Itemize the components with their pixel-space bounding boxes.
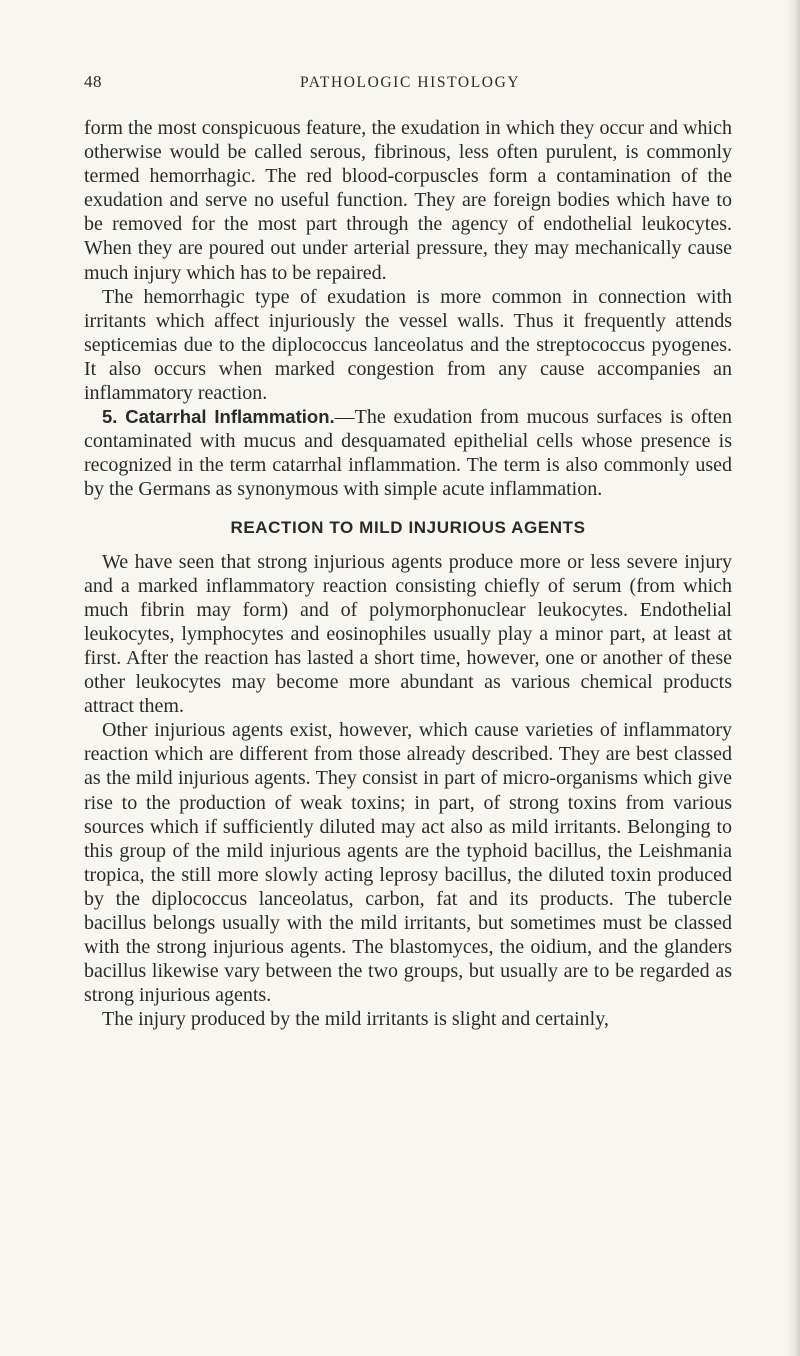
paragraph-text: —The exudation from mucous surfaces is often contaminated with mucus and desquamated epithelial cells whose presence is recognized in the term catarrhal inflammation. The term is also commonly used by the Germans as synonymous with simple acute inflammation. [84, 406, 732, 501]
paragraph: The injury produced by the mild irritants is slight and certainly, [102, 1008, 609, 1031]
paragraph: The hemorrhagic type of exudation is more common in connection with irritants which affect injuriously the vessel walls. Thus it frequently attends septicemias due to the diplococcus lanceolatus and the streptococcus pyogenes. It also occurs when marked congestion from any cause accompanies an inflammatory reaction. [84, 285, 732, 405]
body-text [84, 116, 732, 1031]
paragraph: Other injurious agents exist, however, which cause varieties of inflammatory reaction which are different from those already described. They are best classed as the mild injurious agents. They consist in part of micro-organisms which give rise to the production of weak toxins; in part, of strong toxins from various sources which if sufficiently diluted may act also as mild irritants. Belonging to this group of the mild injurious agents are the typhoid bacillus, the Leishmania tropica, the still more slowly acting leprosy bacillus, the diluted toxin produced by the diplococcus lanceolatus, carbon, fat and its products. The tubercle bacillus belongs usually with the mild irritants, but sometimes must be classed with the strong injurious agents. The blastomyces, the oidium, and the glanders bacillus likewise vary between the two groups, but usually are to be regarded as strong injurious agents. [84, 719, 732, 1007]
paragraph: form the most conspicuous feature, the exudation in which they occur and which otherwise would be called serous, fibrinous, less often purulent, is commonly termed hemorrhagic. The red blood-corpuscles form a contamination of the exudation and serve no useful function. They are foreign bodies which have to be removed for the most part through the agency of endothelial leukocytes. When they are poured out under arterial pressure, they may mechanically cause much injury which has to be repaired. [84, 117, 732, 284]
paragraph [84, 405, 732, 501]
running-head: PATHOLOGIC HISTOLOGY [300, 74, 521, 91]
run-in-heading: 5. Catarrhal Inflammation. [102, 406, 335, 428]
paragraph: We have seen that strong injurious agents produce more or less severe injury and a marked inflammatory reaction consisting chiefly of serum (from which much fibrin may form) and of polymorphonuclear leukocytes. Endothelial leukocytes, lymphocytes and eosinophiles usually play a minor part, at least at first. After the reaction has lasted a short time, however, one or another of these other leukocytes may become more abundant as various chemical products attract them. [84, 550, 732, 718]
page-header [84, 72, 734, 96]
page-number: 48 [84, 72, 102, 91]
section-heading: REACTION TO MILD INJURIOUS AGENTS [230, 517, 586, 537]
page-edge-shadow [786, 0, 800, 1356]
